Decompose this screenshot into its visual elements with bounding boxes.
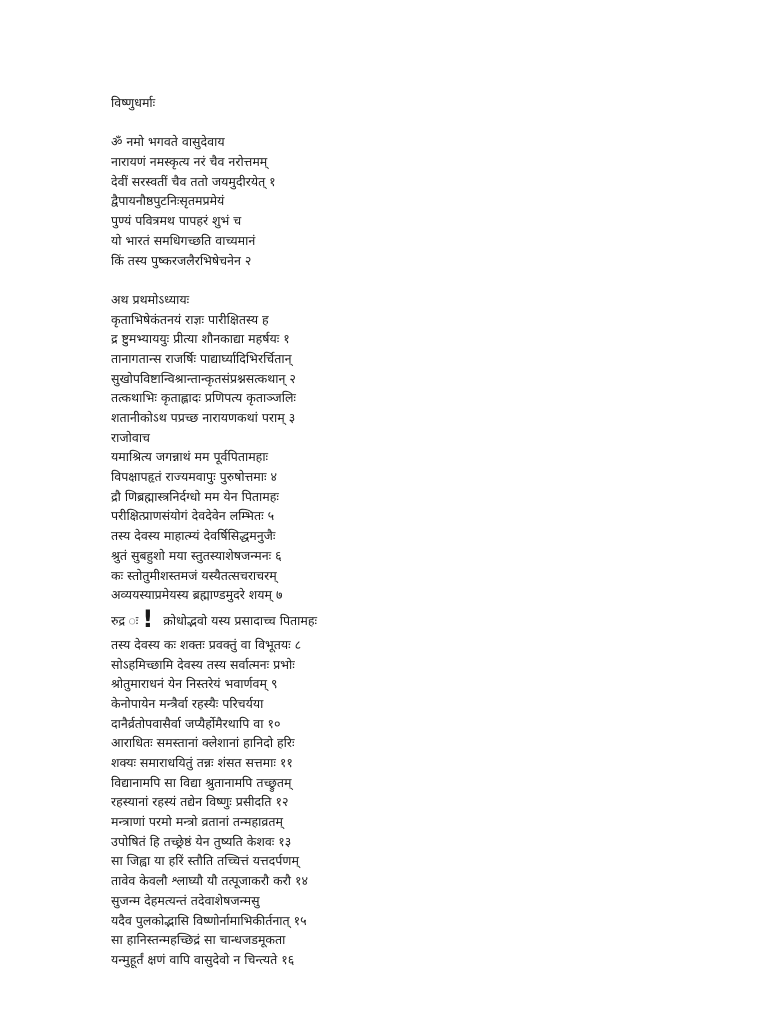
verse-line: केनोपायेन मन्त्रैर्वा रहस्यैः परिचर्यया [111, 695, 264, 711]
verse-line: यदैव पुलकोद्भासि विष्णोर्नामाभिकीर्तनात् १५ [111, 912, 307, 928]
document-title: विष्णुधर्माः [111, 95, 156, 110]
verse-line: तावेव केवलौ श्लाघ्यौ यौ तत्पूजाकरौ करौ १४ [111, 873, 308, 889]
verse-line-broken-glyph [111, 604, 751, 635]
invocation-block [111, 132, 751, 270]
verse-line: विद्यानामपि सा विद्या श्रुतानामपि तच्छ्रुतम् [111, 774, 292, 790]
verse-fragment: रुद्र ः [111, 612, 139, 628]
verse-line: सा जिह्वा या हरिं स्तौति तच्चित्तं यत्तदर्पणम् [111, 853, 299, 869]
verse-line: देवीं सरस्वतीं चैव ततो जयमुदीरयेत् १ [111, 173, 276, 189]
verse-line: रहस्यानां रहस्यं तद्येन विष्णुः प्रसीदति १२ [111, 794, 289, 810]
verse-line: परीक्षित्प्राणसंयोगं देवदेवेन लम्भितः ५ [111, 508, 275, 524]
verse-line: शक्यः समाराधयितुं तन्नः शंसत सत्तमाः ११ [111, 755, 293, 770]
chapter-block-b [111, 635, 751, 970]
verse-fragment: क्रोधोद्भवो यस्य प्रसादाच्च पितामहः [163, 612, 318, 628]
verse-line: आराधितः समस्तानां क्लेशानां हानिदो हरिः [111, 735, 295, 751]
verse-line: यमाश्रित्य जगन्नाथं मम पूर्वपितामहाः [111, 449, 269, 465]
document-page [111, 93, 751, 970]
verse-line: कृताभिषेकंतनयं राज्ञः पारीक्षितस्य ह [111, 311, 269, 327]
chapter-heading: अथ प्रथमोऽध्यायः [111, 291, 190, 307]
speaker-label: राजोवाच [111, 429, 150, 445]
verse-line: मन्त्राणां परमो मन्त्रो व्रतानां तन्महाव्रतम् [111, 814, 283, 830]
verse-line: पुण्यं पवित्रमथ पापहरं शुभं च [111, 213, 242, 229]
verse-line: शतानीकोऽथ पप्रच्छ नारायणकथां पराम् ३ [111, 410, 296, 425]
verse-line: यो भारतं समधिगच्छति वाच्यमानं [111, 232, 256, 248]
verse-line: नारायणं नमस्कृत्य नरं चैव नरोत्तमम् [111, 154, 268, 170]
verse-line: द्वैपायनौष्ठपुटनिःसृतमप्रमेयं [111, 193, 225, 209]
verse-line: विपक्षापहृतं राज्यमवापुः पुरुषोत्तमाः ४ [111, 469, 277, 485]
verse-line: तस्य देवस्य कः शक्तः प्रवक्तुं वा विभूतयः ८ [111, 636, 302, 652]
verse-line: सुजन्म देहमत्यन्तं तदेवाशेषजन्मसु [111, 892, 260, 908]
verse-line: यन्मुहूर्तं क्षणं वापि वासुदेवो न चिन्त्यते १६ [111, 951, 295, 967]
verse-line: द्रौ णिब्रह्मास्त्रनिर्दग्धो मम येन पितामहः [111, 488, 279, 504]
verse-line: तानागतान्स राजर्षिः पाद्यार्घ्यादिभिरर्चितान् [111, 350, 292, 366]
verse-line: तस्य देवस्य माहात्म्यं देवर्षिसिद्धमनुजैः [111, 528, 276, 544]
spacer [111, 270, 751, 290]
verse-line: द्र ष्टुमभ्याययुः प्रीत्या शौनकाद्या महर्षयः १ [111, 331, 290, 347]
verse-line: तत्कथाभिः कृताह्लादः प्रणिपत्य कृताञ्जलिः [111, 390, 296, 406]
verse-line: सा हानिस्तन्महच्छिद्रं सा चान्धजडमूकता [111, 932, 286, 948]
verse-line: सुखोपविष्टान्विश्रान्तान्कृतसंप्रश्नसत्कथान् २ [111, 370, 296, 386]
verse-line: किं तस्य पुष्करजलैरभिषेचनेन २ [111, 252, 252, 268]
verse-line: दानैर्व्रतोपवासैर्वा जप्यैर्होमैरथापि वा १० [111, 715, 281, 731]
verse-line: कः स्तोतुमीशस्तमजं यस्यैतत्सचराचरम् [111, 567, 277, 583]
verse-line: सोऽहमिच्छामि देवस्य तस्य सर्वात्मनः प्रभोः [111, 656, 295, 672]
spacer [111, 113, 751, 133]
chapter-block-a [111, 290, 751, 605]
verse-line: श्रोतुमाराधनं येन निस्तरेयं भवार्णवम् ९ [111, 676, 278, 692]
verse-line: अव्ययस्याप्रमेयस्य ब्रह्माण्डमुदरे शयम् ७ [111, 587, 283, 603]
exclamation-mark: ! [142, 604, 154, 633]
verse-line: श्रुतं सुबहुशो मया स्तुतस्याशेषजन्मनः ६ [111, 547, 282, 563]
verse-line: ॐ नमो भगवते वासुदेवाय [111, 134, 225, 150]
verse-line: उपोषितं हि तच्छ्रेष्ठं येन तुष्यति केशवः १३ [111, 833, 292, 849]
